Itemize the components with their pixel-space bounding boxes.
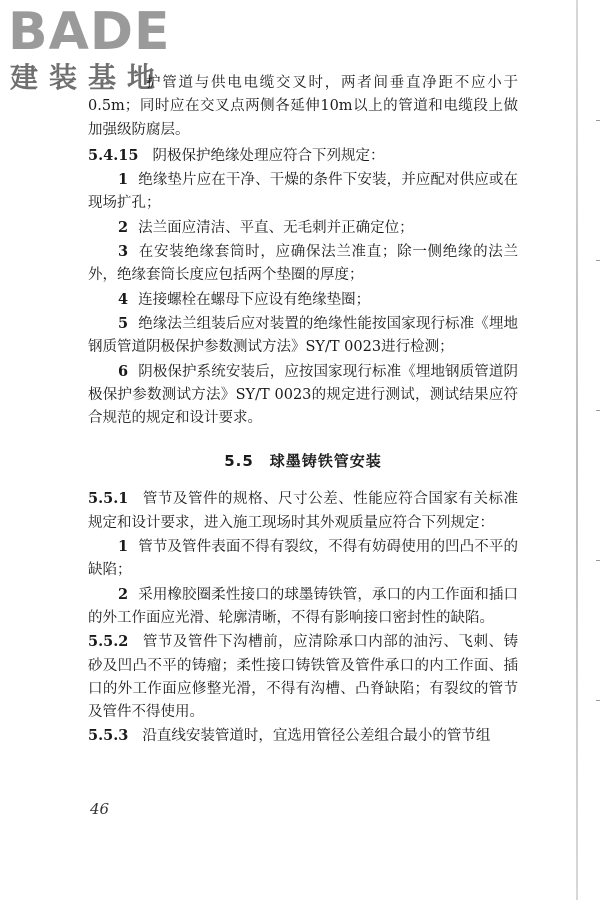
section-title: 球墨铸铁管安装 [269,452,382,471]
section-heading [88,450,518,471]
clause-text: 管节及管件下沟槽前，应清除承口内部的油污、飞刺、铸砂及凹凸不平的铸瘤；柔性接口铸铁管及管件承口的内工作面、插口的外工作面应修整光滑，不得有沟槽、凸脊缺陷；有裂纹的管节及管件不得使用。 [88,634,518,721]
clause-item [88,535,518,583]
clause-item [88,240,518,288]
clause-text: 沿直线安装管道时，宜选用管径公差组合最小的管节组 [142,728,491,745]
item-text: 法兰面应清洁、平直、无毛刺并正确定位； [138,219,414,236]
item-number: 2 [118,218,129,236]
page-content [88,72,518,749]
clause-5-5-2 [88,630,518,724]
edge-tick [596,700,600,701]
item-text: 采用橡胶圈柔性接口的球墨铸铁管，承口的内工作面和插口的外工作面应光滑、轮廓清晰，不得有影响接口密封性的缺陷。 [88,586,518,626]
watermark-chinese-text: 建装基地 [10,61,167,94]
item-number: 2 [118,585,129,603]
item-number: 3 [118,243,129,261]
clause-5-5-1 [88,487,518,535]
clause-5-4-15 [88,144,518,168]
clause-item [88,583,518,631]
item-number: 1 [118,171,129,189]
clause-number: 5.4.15 [88,146,139,164]
item-text: 在安装绝缘套筒时，应确保法兰准直；除一侧绝缘的法兰外，绝缘套筒长度应包括两个垫圈的厚度； [88,244,518,284]
clause-number: 5.5.1 [88,490,129,508]
item-number: 5 [118,314,129,332]
item-text: 绝缘垫片应在干净、干燥的条件下安装，并应配对供应或在现场扩孔； [88,172,518,212]
item-number: 6 [118,362,129,380]
clause-item [88,168,518,216]
watermark-latin-text: BADE [8,2,171,62]
item-number: 4 [118,290,129,308]
item-text: 阴极保护系统安装后，应按国家现行标准《埋地钢质管道阴极保护参数测试方法》SY/T 0023的规定进行测试，测试结果应符合规范的规定和设计要求。 [88,363,518,427]
clause-item [88,288,518,312]
clause-item [88,360,518,431]
clause-5-5-3 [88,724,518,748]
clause-text: 管节及管件的规格、尺寸公差、性能应符合国家有关标准规定和设计要求，进入施工现场时其外观质量应符合下列规定： [88,491,518,531]
scan-edge-line [576,0,578,900]
edge-tick [596,260,600,261]
clause-number: 5.5.3 [88,727,129,745]
edge-tick [596,560,600,561]
clause-text: 阴极保护绝缘处理应符合下列规定： [152,147,385,164]
edge-tick [596,410,600,411]
page-number: 46 [90,800,110,818]
item-text: 连接螺栓在螺母下应设有绝缘垫圈； [138,291,371,308]
edge-tick [596,120,600,121]
item-text: 绝缘法兰组装后应对装置的绝缘性能按国家现行标准《埋地钢质管道阴极保护参数测试方法》SY/T 0023进行检测； [88,315,518,356]
item-text: 管节及管件表面不得有裂纹，不得有妨碍使用的凹凸不平的缺陷； [88,539,518,579]
section-number: 5.5 [224,452,254,471]
clause-number: 5.5.2 [88,633,129,651]
clause-item [88,216,518,240]
clause-item [88,312,518,360]
item-number: 1 [118,538,129,556]
intro-paragraph: 护管道与供电电缆交叉时，两者间垂直净距不应小于0.5m；同时应在交叉点两侧各延伸10m以上的管道和电缆段上做加强级防腐层。 [88,75,518,138]
